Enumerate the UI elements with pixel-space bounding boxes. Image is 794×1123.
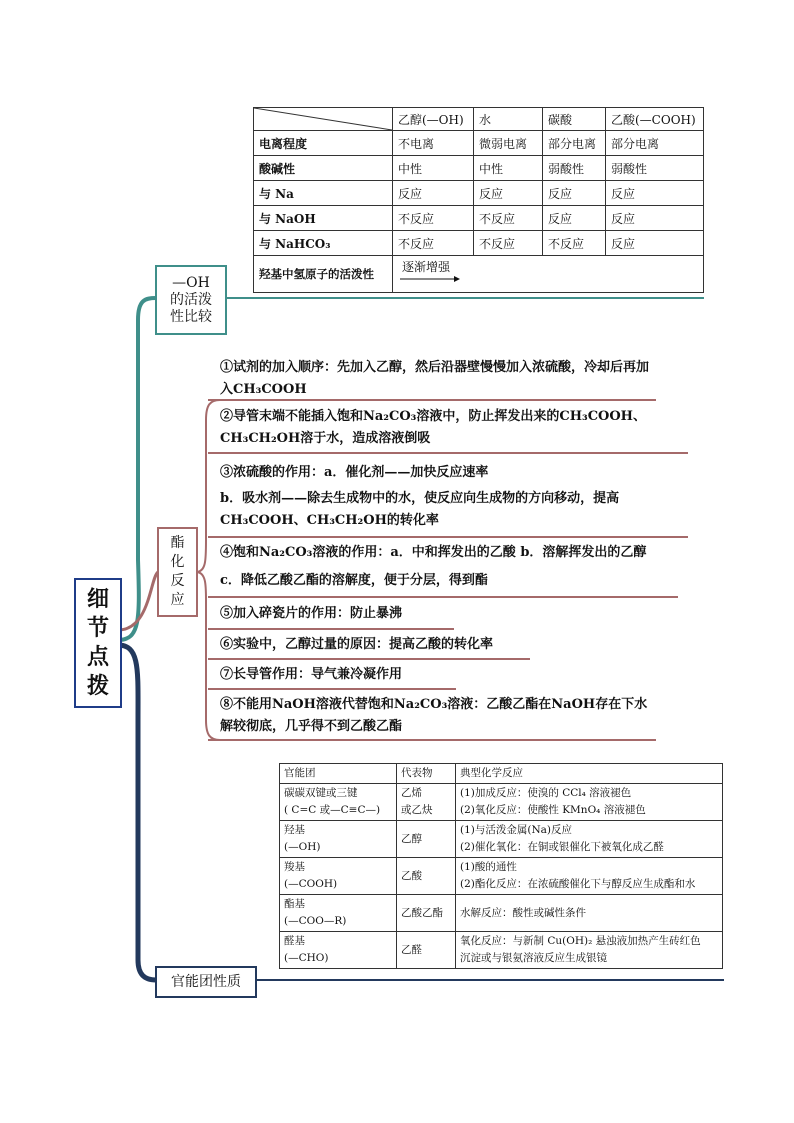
- table-header-row: [280, 764, 723, 784]
- oh-comparison-table: [253, 107, 704, 293]
- reaction-line: (1)与活泼金属(Na)反应: [460, 824, 573, 836]
- ester-item-text: c．降低乙酸乙酯的溶解度，便于分层，得到酯: [220, 573, 488, 588]
- table-header-cell: 代表物: [397, 764, 456, 784]
- table-cell: 反应: [543, 206, 606, 231]
- branch-oh-comparison: [155, 265, 227, 335]
- table-cell: 不反应: [543, 231, 606, 256]
- ester-item-text: ③浓硫酸的作用：a．催化剂——加快反应速率: [220, 465, 489, 480]
- table-row: [280, 895, 723, 932]
- ester-item-text: ⑤加入碎瓷片的作用：防止暴沸: [220, 606, 403, 621]
- group-formula: (—CHO): [284, 952, 329, 964]
- trend-arrow-icon: [400, 275, 460, 283]
- group-cell: [280, 784, 397, 821]
- branch-ester-char: 酯: [170, 535, 185, 551]
- table-cell: 不反应: [474, 206, 543, 231]
- root-node: [74, 578, 122, 708]
- ester-item-6: [220, 634, 680, 656]
- table-cell: 反应: [606, 206, 704, 231]
- row-label: 电离程度: [254, 131, 393, 156]
- ester-item-text: ②导管末端不能插入饱和Na₂CO₃溶液中，防止挥发出来的CH₃COOH、CH₃CH₂OH溶于水，造成溶液倒吸: [220, 409, 646, 446]
- row-label: 与 NaOH: [254, 206, 393, 231]
- table-row: [280, 858, 723, 895]
- group-name: 羟基: [284, 824, 305, 836]
- ester-item-5: [220, 603, 680, 625]
- reaction-line: 氧化反应：与新制 Cu(OH)₂ 悬浊液加热产生砖红色: [460, 935, 701, 947]
- table-cell: 弱酸性: [606, 156, 704, 181]
- divider-line: [208, 688, 456, 690]
- group-formula: (—COO—R): [284, 915, 347, 927]
- root-char: 点: [86, 644, 109, 670]
- group-name: 酯基: [284, 898, 305, 910]
- divider-line: [208, 739, 656, 741]
- group-formula: ( C=C 或—C≡C—): [284, 804, 381, 816]
- table-cell: 部分电离: [543, 131, 606, 156]
- row-label: 羟基中氢原子的活泼性: [254, 256, 393, 293]
- root-char: 拨: [86, 673, 109, 699]
- ester-item-text: ①试剂的加入顺序：先加入乙醇，然后沿器壁慢慢加入浓硫酸，冷却后再加入CH₃COOH: [220, 360, 650, 397]
- table-cell: 不反应: [474, 231, 543, 256]
- table-cell: 不电离: [393, 131, 474, 156]
- ester-item-4a: [220, 542, 700, 564]
- table-cell: 中性: [474, 156, 543, 181]
- table-cell: 反应: [606, 231, 704, 256]
- table-header-row: [254, 108, 704, 131]
- ester-item-2: [220, 406, 680, 450]
- table-header-cell: 乙醇(—OH): [393, 108, 474, 131]
- rep-cell: 乙醇: [397, 821, 456, 858]
- divider-line: [208, 658, 530, 660]
- table-header-cell: 水: [474, 108, 543, 131]
- group-formula: (—OH): [284, 841, 321, 853]
- ester-item-text: b．吸水剂——除去生成物中的水，使反应向生成物的方向移动，提高CH₃COOH、CH₃CH₂OH的转化率: [220, 491, 620, 528]
- diagonal-line: [254, 108, 392, 130]
- ester-item-4b: [220, 570, 680, 592]
- divider-line: [208, 452, 688, 454]
- trend-label: 逐渐增强: [402, 260, 451, 274]
- group-cell: [280, 932, 397, 969]
- reaction-line: (2)酯化反应：在浓硫酸催化下与醇反应生成酯和水: [460, 878, 696, 890]
- rep-cell: 乙酸乙酯: [397, 895, 456, 932]
- table-row: [280, 784, 723, 821]
- branch-esterification: [157, 527, 198, 617]
- table-row: [254, 156, 704, 181]
- table-header-cell: 乙酸(—COOH): [606, 108, 704, 131]
- reaction-cell: [456, 821, 723, 858]
- branch-oh-line: 性比较: [170, 308, 212, 325]
- ester-item-3b: [220, 488, 680, 532]
- table-cell: 微弱电离: [474, 131, 543, 156]
- ester-item-1: [220, 357, 656, 401]
- divider-line: [208, 596, 678, 598]
- ester-item-8: [220, 694, 660, 738]
- reaction-line: (2)催化氧化：在铜或银催化下被氧化成乙醛: [460, 841, 664, 853]
- ester-item-text: ⑦长导管作用：导气兼冷凝作用: [220, 667, 403, 682]
- group-cell: [280, 895, 397, 932]
- ester-item-3a: [220, 462, 680, 484]
- reaction-line: (1)加成反应：使溴的 CCl₄ 溶液褪色: [460, 787, 632, 799]
- group-cell: [280, 858, 397, 895]
- table-cell: 弱酸性: [543, 156, 606, 181]
- diagonal-header-cell: [254, 108, 393, 131]
- group-name: 碳碳双键或三键: [284, 787, 358, 799]
- reaction-line: (2)氧化反应：使酸性 KMnO₄ 溶液褪色: [460, 804, 646, 816]
- reaction-cell: [456, 784, 723, 821]
- root-char: 节: [86, 615, 109, 641]
- row-label: 与 NaHCO₃: [254, 231, 393, 256]
- table-row: [254, 181, 704, 206]
- reaction-cell: [456, 895, 723, 932]
- reaction-line: (1)酸的通性: [460, 861, 517, 873]
- root-char: 细: [86, 586, 109, 612]
- reaction-line: 沉淀或与银氨溶液反应生成银镜: [460, 952, 607, 964]
- table-cell: 反应: [606, 181, 704, 206]
- table-cell: 反应: [393, 181, 474, 206]
- table-cell: 不反应: [393, 206, 474, 231]
- branch-ester-char: 应: [170, 592, 185, 608]
- reaction-cell: [456, 932, 723, 969]
- table-cell: 部分电离: [606, 131, 704, 156]
- ester-item-7: [220, 664, 680, 686]
- table-row: [254, 206, 704, 231]
- group-name: 醛基: [284, 935, 305, 947]
- reaction-line: 水解反应：酸性或碱性条件: [460, 906, 586, 919]
- ester-item-text: ④饱和Na₂CO₃溶液的作用：a．中和挥发出的乙酸 b．溶解挥发出的乙醇: [220, 545, 647, 560]
- table-row: [254, 131, 704, 156]
- rep-cell: 乙烯 或乙炔: [397, 784, 456, 821]
- table-cell: 反应: [474, 181, 543, 206]
- table-header-cell: 典型化学反应: [456, 764, 723, 784]
- reaction-cell: [456, 858, 723, 895]
- table-row: [254, 231, 704, 256]
- row-label: 与 Na: [254, 181, 393, 206]
- branch-ester-char: 化: [170, 554, 185, 570]
- group-formula: (—COOH): [284, 878, 338, 890]
- branch-oh-line: 的活泼: [170, 291, 212, 308]
- row-label: 酸碱性: [254, 156, 393, 181]
- divider-line: [208, 399, 656, 401]
- branch-fg-label: 官能团性质: [171, 973, 241, 990]
- table-cell: 不反应: [393, 231, 474, 256]
- ester-item-text: ⑥实验中，乙醇过量的原因：提高乙酸的转化率: [220, 637, 494, 652]
- table-cell: 中性: [393, 156, 474, 181]
- table-row: [280, 821, 723, 858]
- rep-cell: 乙醛: [397, 932, 456, 969]
- ester-item-text: ⑧不能用NaOH溶液代替饱和Na₂CO₃溶液：乙酸乙酯在NaOH存在下水解较彻底，几乎得不到乙酸乙酯: [220, 697, 648, 734]
- trend-cell: [393, 256, 704, 293]
- table-header-cell: 碳酸: [543, 108, 606, 131]
- table-header-cell: 官能团: [280, 764, 397, 784]
- group-name: 羧基: [284, 861, 305, 873]
- rep-cell: 乙酸: [397, 858, 456, 895]
- branch-functional-groups: [155, 966, 257, 998]
- branch-oh-line: —OH: [172, 274, 210, 291]
- branch-ester-char: 反: [170, 573, 185, 589]
- functional-group-table: [279, 763, 723, 969]
- table-cell: 反应: [543, 181, 606, 206]
- table-row: [280, 932, 723, 969]
- divider-line: [208, 536, 688, 538]
- divider-line: [208, 628, 454, 630]
- group-cell: [280, 821, 397, 858]
- table-row: [254, 256, 704, 293]
